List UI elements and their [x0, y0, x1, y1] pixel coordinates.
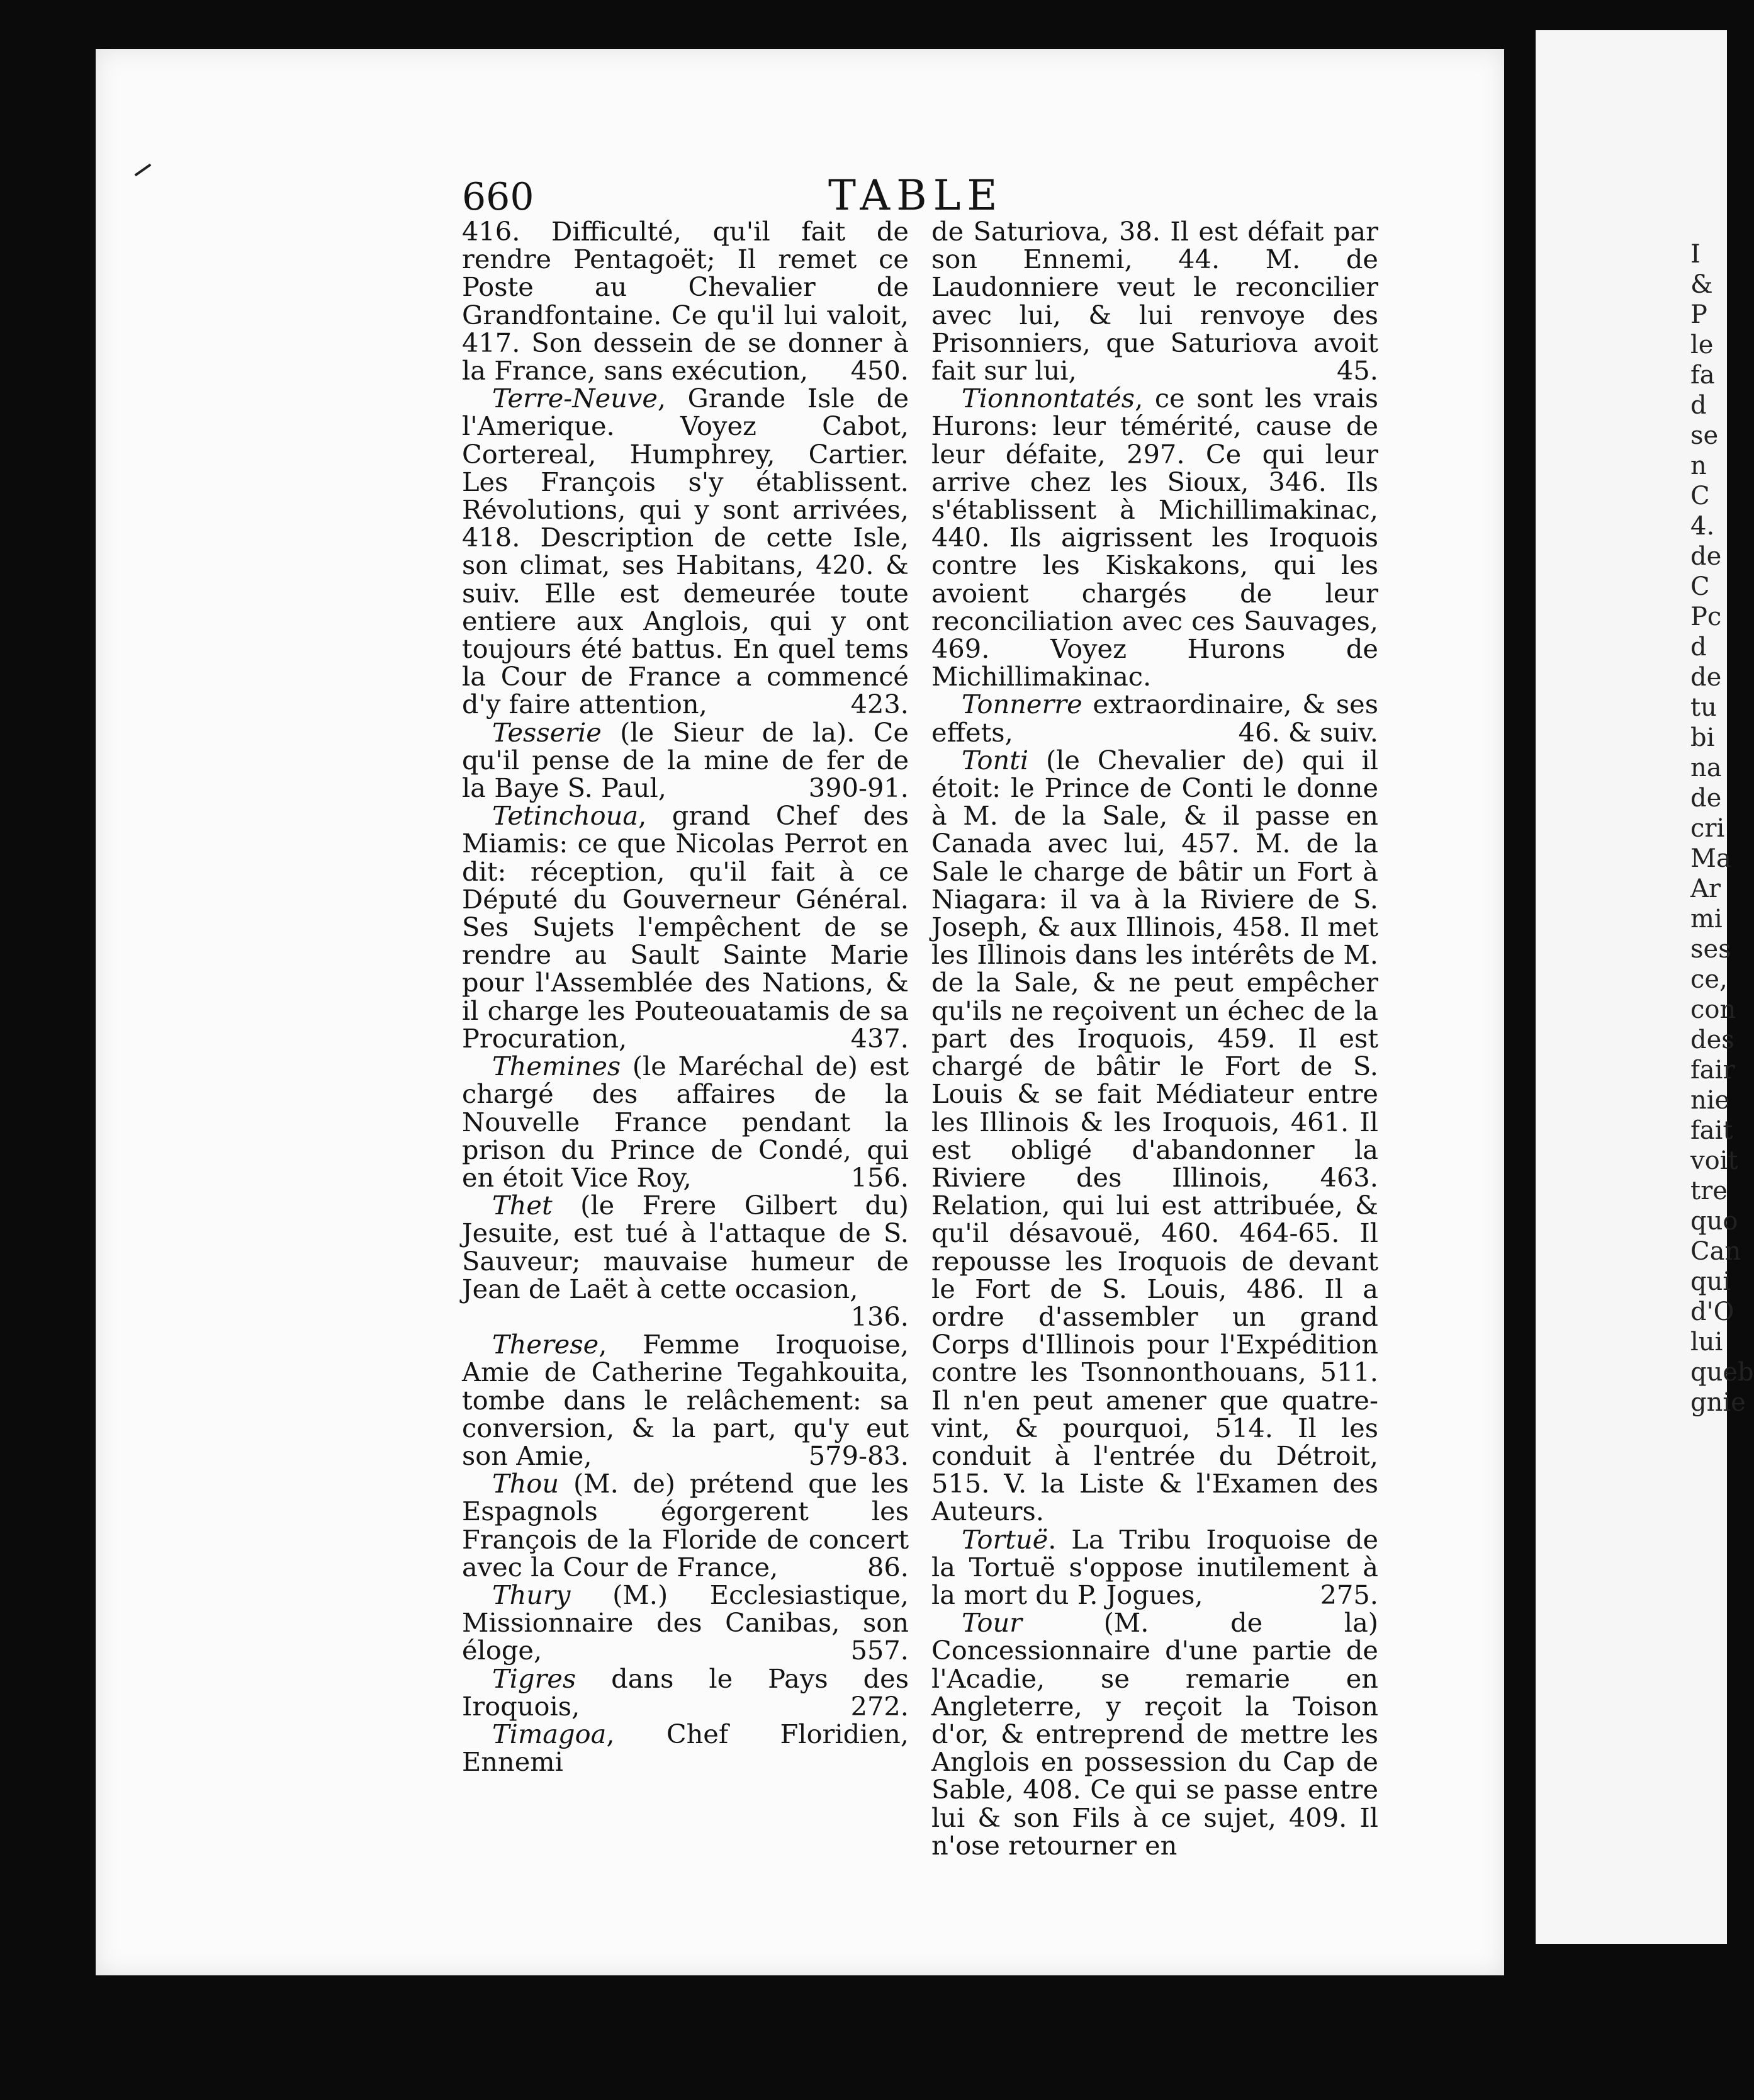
entry-headword: Tesserie — [492, 716, 602, 748]
facing-page-fragment: de — [1690, 663, 1722, 692]
index-entry — [462, 1581, 909, 1665]
facing-page-fragment: fait — [1690, 1116, 1733, 1145]
entry-headword: Tortuë — [962, 1523, 1048, 1555]
entry-text: extraordinaire, & ses effets, — [931, 689, 1378, 748]
page-number: 660 — [462, 175, 534, 219]
entry-text: , Grande Isle de l'Amerique. Voyez Cabot, Cortereal, Humphrey, Cartier. Les François s'y établissent. Révolutions, qui y sont arrivées, 418. Description de cette Isle, son climat, ses Habitans, 420. & suiv. Elle est demeurée toute entiere aux Anglois, qui y ont toujours été battus. En quel tems la Cour de France a commencé d'y faire attention, — [462, 383, 909, 720]
entry-text: (le Chevalier de) qui il étoit: le Prince de Conti le donne à M. de la Sale, & il passe en Canada avec lui, 457. M. de la Sale le charge de bâtir un Fort à Niagara: il va à la Riviere de S. Joseph, & aux Illinois, 458. Il met les Illinois dans les intérêts de M. de la Sale, & ne peut empêcher qu'ils ne reçoivent un échec de la part des Iroquois, 459. Il est chargé de bâtir le Fort de S. Louis & se fait Médiateur entre les Illinois & les Iroquois, 461. Il est obligé d'abandonner la Riviere des Illinois, 463. Relation, qui lui est attribuée, & qu'il désavouë, 460. 464-65. Il repousse les Iroquois de devant le Fort de S. Louis, 486. Il a ordre d'assembler un grand Corps d'Illinois pour l'Expédition contre les Tsonnonthouans, 511. Il n'en peut amener que quatre-vint, & pourquoi, 514. Il les conduit à l'entrée du Détroit, 515. V. la Liste & l'Examen des Auteurs. — [931, 744, 1378, 1527]
facing-page-fragment: cri — [1690, 814, 1725, 843]
facing-page-fragment: Pc — [1690, 602, 1722, 631]
entry-text: . La Tribu Iroquoise de la Tortuë s'oppose inutilement à la mort du P. Jogues, — [931, 1523, 1378, 1610]
entry-page-ref: 450. — [850, 355, 909, 387]
facing-page-fragment: voit — [1690, 1146, 1738, 1175]
index-entry — [462, 1053, 909, 1192]
entry-headword: Thury — [492, 1579, 571, 1610]
facing-page-fragment: fair — [1690, 1056, 1735, 1085]
entry-headword: Thet — [492, 1190, 553, 1221]
facing-page-fragment: tre — [1690, 1177, 1728, 1205]
entry-headword: Tonti — [962, 744, 1029, 776]
facing-page-fragment: bi — [1690, 723, 1715, 752]
facing-page-fragment: d — [1690, 391, 1707, 420]
facing-page-fragment: quo — [1690, 1207, 1738, 1236]
index-entry — [931, 1523, 1378, 1610]
entry-text: , Femme Iroquoise, Amie de Catherine Tegahkouita, tombe dans le relâchement: sa conversion, & la part, qu'y eut son Amie, — [462, 1329, 909, 1471]
entry-headword: Therese — [492, 1329, 599, 1360]
index-entry — [462, 1192, 909, 1331]
entry-page-ref: 557. — [850, 1635, 909, 1666]
facing-page-fragment: qui — [1690, 1267, 1731, 1296]
index-entry — [462, 1662, 909, 1722]
facing-page-fragment: gnie — [1690, 1388, 1746, 1417]
entry-page-ref: 136. — [850, 1301, 909, 1332]
facing-page-fragment: se — [1690, 421, 1719, 450]
entry-page-ref: 272. — [850, 1690, 909, 1722]
entry-page-ref: 45. — [1337, 355, 1378, 387]
index-entry — [931, 691, 1378, 746]
facing-page-fragment: de — [1690, 784, 1722, 813]
entry-page-ref: 46. & suiv. — [1238, 716, 1378, 748]
entry-text: de Saturiova, 38. Il est défait par son Ennemi, 44. M. de Laudonniere veut le reconcilier avec lui, & lui renvoye des Prisonniers, que Saturiova avoit fait sur lui, — [931, 216, 1378, 387]
entry-page-ref: 579-83. — [808, 1440, 909, 1471]
index-entry — [462, 802, 909, 1053]
entry-page-ref: 437. — [850, 1022, 909, 1054]
facing-page-fragment: I — [1690, 240, 1701, 269]
facing-page-fragment: n — [1690, 451, 1707, 480]
entry-headword: Tionnontatés — [962, 383, 1135, 414]
index-entry — [462, 1470, 909, 1581]
facing-page-fragment: Can — [1690, 1237, 1741, 1266]
entry-text: (M. de la) Concessionnaire d'une partie de l'Acadie, se remarie en Angleterre, y reçoit la Toison d'or, & entreprend de mettre les Anglois en possession du Cap de Sable, 408. Ce qui se passe entre lui & son Fils à ce sujet, 409. Il n'ose retourner en — [931, 1607, 1378, 1861]
entry-text: (M.) Ecclesiastique, Missionnaire des Canibas, son éloge, — [462, 1579, 909, 1666]
entry-text: , Chef Floridien, Ennemi — [462, 1718, 909, 1778]
entry-headword: Themines — [492, 1051, 621, 1082]
entry-headword: Thou — [492, 1468, 559, 1499]
entry-headword: Terre-Neuve — [492, 383, 658, 414]
index-entry — [462, 1720, 909, 1776]
facing-page-fragment: Ar — [1690, 874, 1721, 903]
facing-page-fragment: nie — [1690, 1086, 1730, 1115]
facing-page-fragment: des — [1690, 1025, 1734, 1054]
facing-page-fragment: ses — [1690, 935, 1731, 964]
facing-page-fragment: Ma — [1690, 844, 1731, 873]
facing-page-fragment: d — [1690, 633, 1707, 662]
facing-page-fragment: queb — [1690, 1358, 1754, 1387]
entry-text: (M. de) prétend que les Espagnols égorgerent les François de la Floride de concert avec la Cour de France, — [462, 1468, 909, 1583]
entry-page-ref: 423. — [850, 689, 909, 720]
entry-text: (le Frere Gilbert du) Jesuite, est tué à l'attaque de S. Sauveur; mauvaise humeur de Jean de Laët à cette occasion, — [462, 1190, 909, 1304]
index-entry — [462, 385, 909, 718]
entry-text: dans le Pays des Iroquois, — [462, 1662, 909, 1722]
facing-page-fragment: mi — [1690, 905, 1723, 934]
entry-headword: Tonnerre — [962, 689, 1082, 720]
facing-page-fragment: & — [1690, 270, 1713, 299]
index-entry — [462, 1331, 909, 1470]
facing-page-fragment: con — [1690, 995, 1736, 1024]
entry-headword: Tetinchoua — [492, 800, 639, 832]
entry-page-ref: 156. — [850, 1161, 909, 1193]
facing-page-fragments — [1690, 239, 1754, 1418]
running-title: TABLE — [828, 171, 1004, 220]
index-entry — [931, 744, 1378, 1527]
entry-headword: Tigres — [492, 1662, 576, 1694]
facing-page-fragment: lui — [1690, 1328, 1723, 1357]
entry-text: (le Sieur de la). Ce qu'il pense de la mine de fer de la Baye S. Paul, — [462, 716, 909, 804]
facing-page-fragment: P — [1690, 300, 1707, 329]
facing-page-fragment: le — [1690, 330, 1714, 359]
index-entry — [931, 218, 1378, 385]
index-entry — [931, 1609, 1378, 1860]
facing-page-fragment: C — [1690, 572, 1710, 601]
index-entry — [462, 716, 909, 804]
index-column-right — [931, 218, 1378, 1860]
entry-text: , grand Chef des Miamis: ce que Nicolas Perrot en dit: réception, qu'il fait à ce Député du Gouverneur Général. Ses Sujets l'empêchent de se rendre au Sault Sainte Marie pour l'Assemblée des Nations, & il charge les Pouteouatamis de sa Procuration, — [462, 800, 909, 1054]
facing-page-fragment: ce, — [1690, 965, 1728, 994]
index-entry — [462, 218, 909, 385]
entry-headword: Timagoa — [492, 1718, 607, 1749]
entry-text: 416. Difficulté, qu'il fait de rendre Pentagoët; Il remet ce Poste au Chevalier de Grandfontaine. Ce qu'il lui valoit, 417. Son dessein de se donner à la France, sans exécution, — [462, 216, 909, 387]
facing-page-fragment: d'O — [1690, 1297, 1734, 1326]
facing-page-fragment: C — [1690, 482, 1710, 511]
entry-text: , ce sont les vrais Hurons: leur témérité, cause de leur défaite, 297. Ce qui leur arrive chez les Sioux, 346. Ils s'établissent à Michillimakinac, 440. Ils aigrissent les Iroquois contre les Kiskakons, qui les avoient chargés de leur reconciliation avec ces Sauvages, 469. Voyez Hurons de Michillimakinac. — [931, 383, 1378, 692]
entry-text: (le Maréchal de) est chargé des affaires de la Nouvelle France pendant la prison du Prince de Condé, qui en étoit Vice Roy, — [462, 1051, 909, 1193]
facing-page-fragment: tu — [1690, 693, 1717, 722]
entry-page-ref: 86. — [867, 1551, 909, 1583]
facing-page-fragment: 4. — [1690, 512, 1715, 541]
facing-page-fragment: na — [1690, 754, 1722, 782]
facing-page-fragment: de — [1690, 542, 1722, 571]
entry-page-ref: 275. — [1320, 1579, 1378, 1610]
facing-page-fragment: fa — [1690, 361, 1715, 390]
entry-page-ref: 390-91. — [808, 772, 909, 804]
entry-headword: Tour — [962, 1607, 1023, 1639]
index-column-left — [462, 218, 909, 1776]
index-entry — [931, 385, 1378, 691]
